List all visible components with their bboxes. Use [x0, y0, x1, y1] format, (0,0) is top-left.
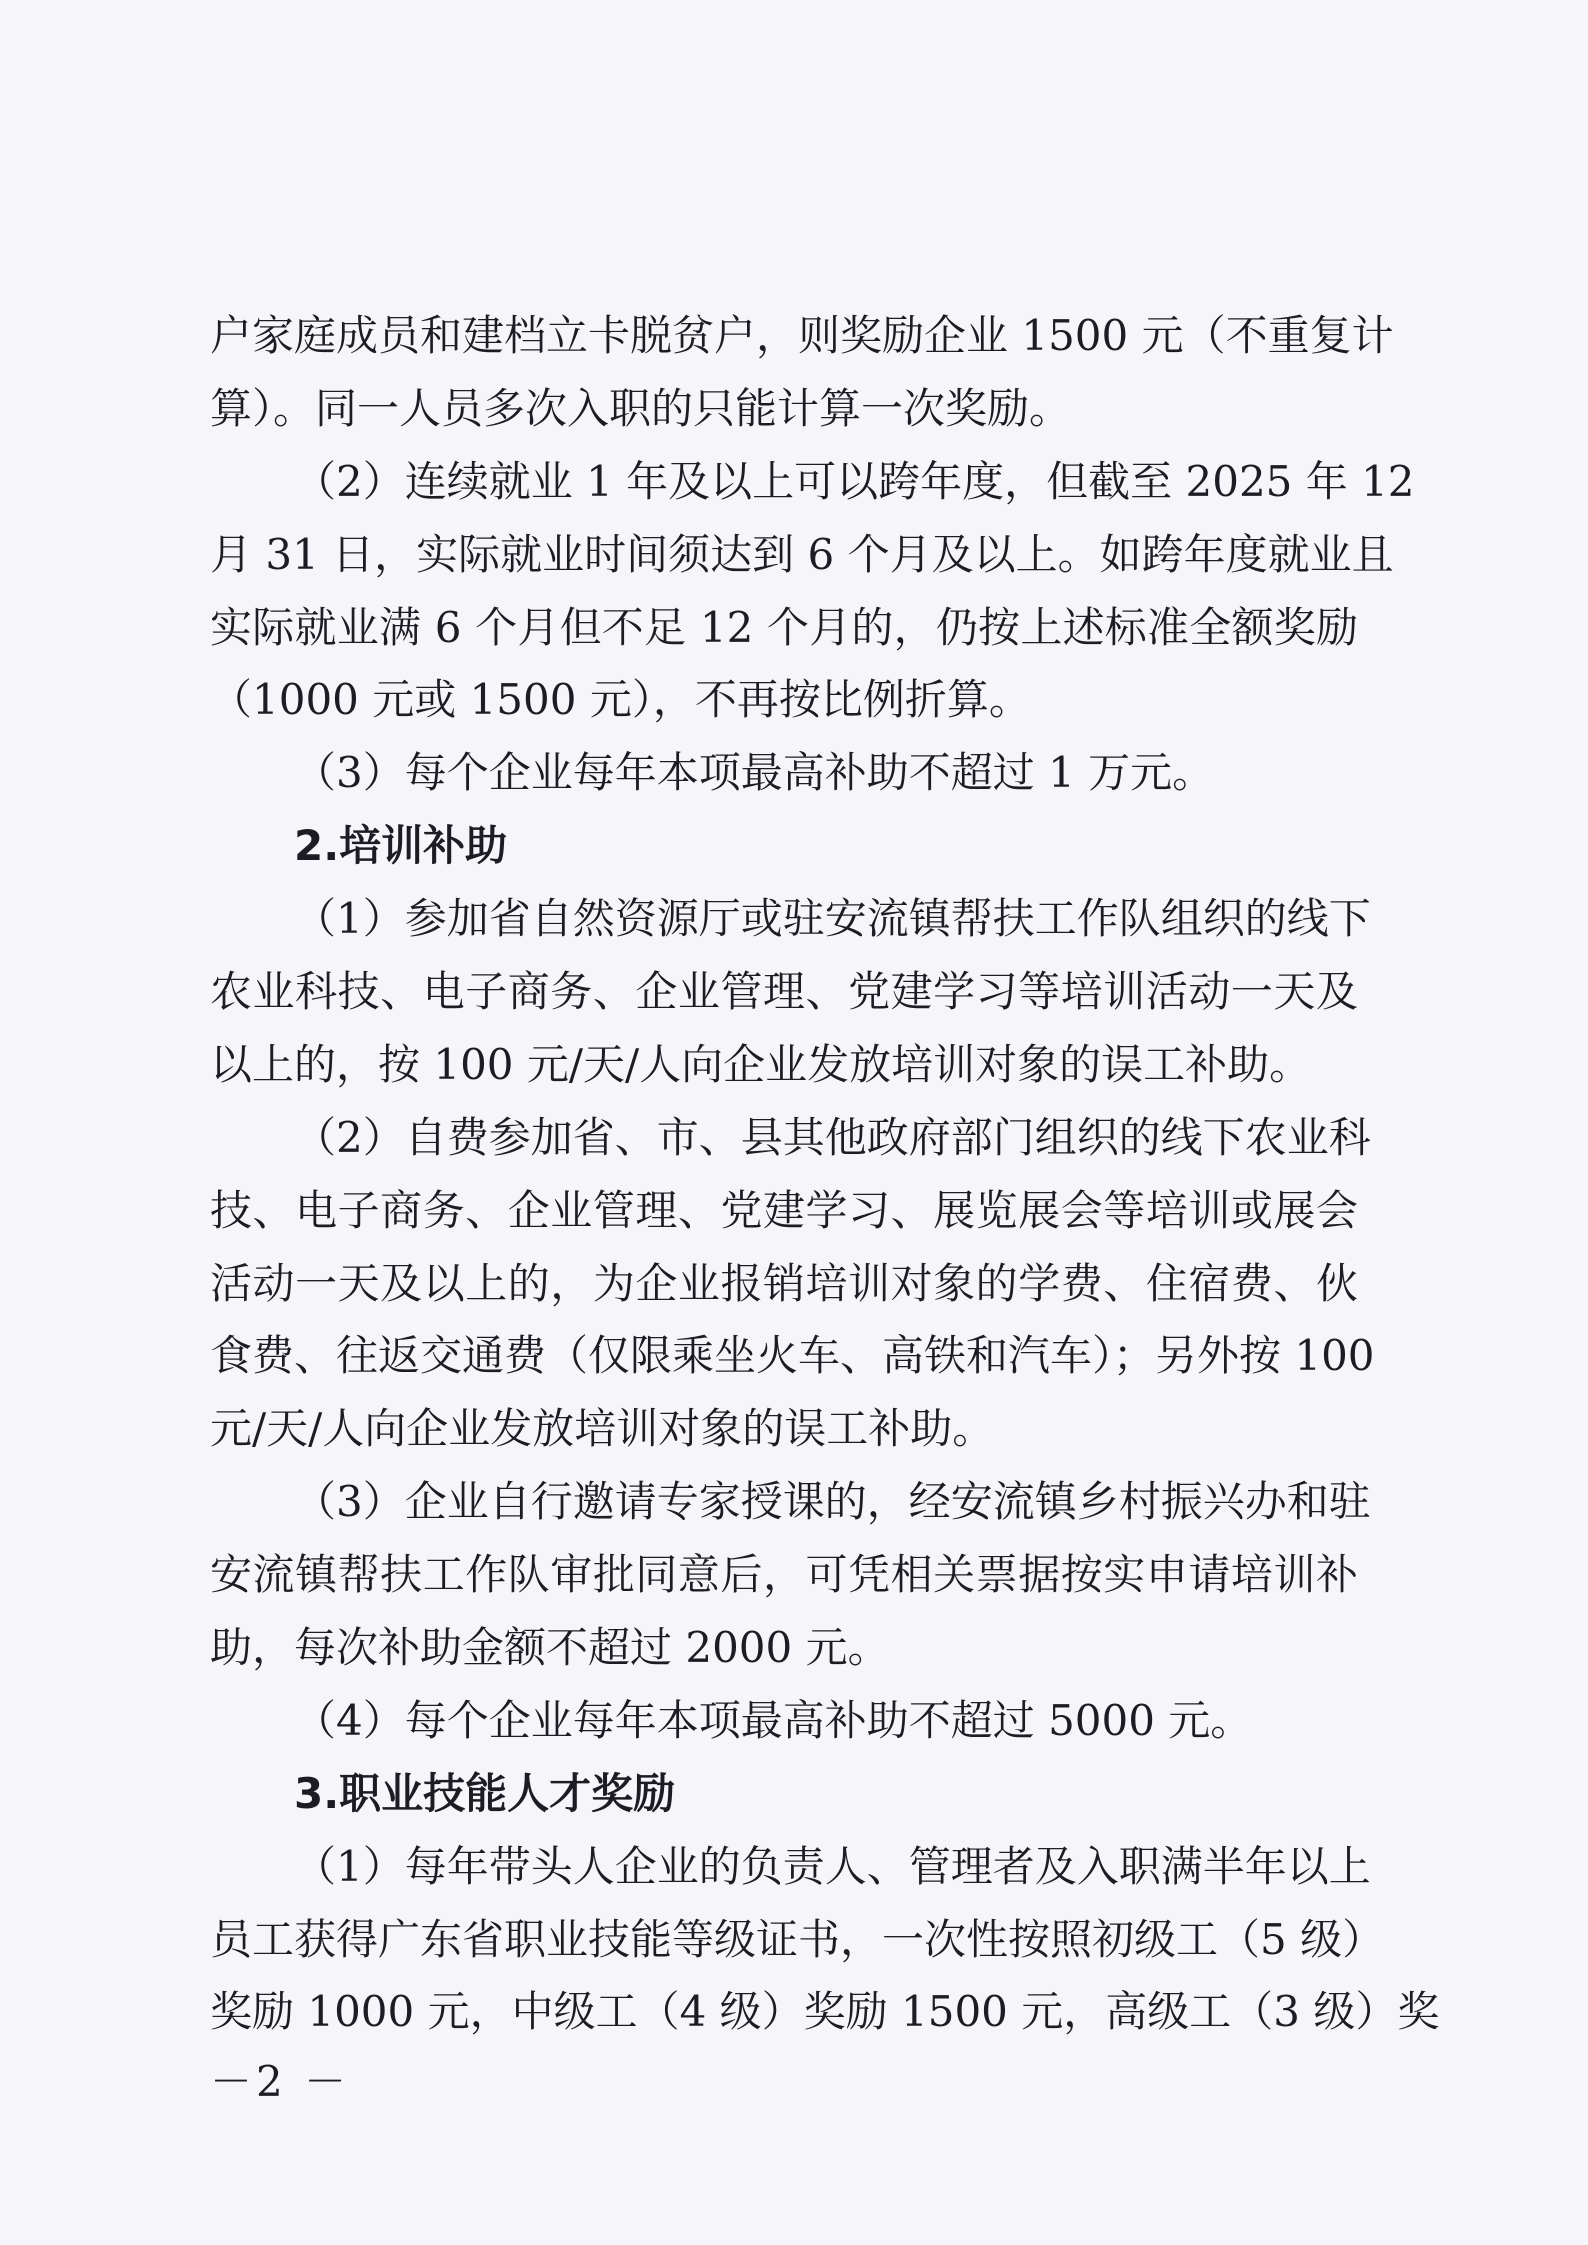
paragraph-line: 助，每次补助金额不超过 2000 元。	[210, 1623, 890, 1673]
paragraph-line: 技、电子商务、企业管理、党建学习、展览展会等培训或展会	[210, 1185, 1358, 1235]
paragraph-line: 员工获得广东省职业技能等级证书，一次性按照初级工（5 级）	[210, 1914, 1385, 1964]
paragraph-line: （1）每年带头人企业的负责人、管理者及入职满半年以上	[294, 1841, 1371, 1891]
body-text	[210, 300, 1440, 2049]
paragraph-line: 食费、往返交通费（仅限乘坐火车、高铁和汽车）；另外按 100	[210, 1331, 1375, 1381]
paragraph-line: 实际就业满 6 个月但不足 12 个月的，仍按上述标准全额奖励	[210, 602, 1358, 652]
paragraph-line: （2）连续就业 1 年及以上可以跨年度，但截至 2025 年 12	[294, 456, 1415, 506]
paragraph-line: 农业科技、电子商务、企业管理、党建学习等培训活动一天及	[210, 967, 1358, 1017]
paragraph-line: 安流镇帮扶工作队审批同意后，可凭相关票据按实申请培训补	[210, 1550, 1358, 1600]
paragraph-line: 月 31 日，实际就业时间须达到 6 个月及以上。如跨年度就业且	[210, 529, 1394, 579]
paragraph-line: 元/天/人向企业发放培训对象的误工补助。	[210, 1404, 995, 1454]
paragraph-line: （4）每个企业每年本项最高补助不超过 5000 元。	[294, 1695, 1253, 1745]
paragraph-line: （3）每个企业每年本项最高补助不超过 1 万元。	[294, 748, 1215, 798]
paragraph-line: 算）。同一人员多次入职的只能计算一次奖励。	[210, 383, 1072, 433]
paragraph-line: 奖励 1000 元，中级工（4 级）奖励 1500 元，高级工（3 级）奖	[210, 1987, 1440, 2037]
section-heading: 2.培训补助	[294, 821, 508, 871]
paragraph-line: 户家庭成员和建档立卡脱贫户，则奖励企业 1500 元（不重复计	[210, 311, 1394, 360]
paragraph-line: （1）参加省自然资源厅或驻安流镇帮扶工作队组织的线下	[294, 894, 1371, 944]
page-number: －2 －	[210, 2057, 351, 2106]
paragraph-line: （1000 元或 1500 元），不再按比例折算。	[210, 675, 1031, 725]
section-heading: 3.职业技能人才奖励	[294, 1768, 676, 1818]
paragraph-line: 以上的，按 100 元/天/人向企业发放培训对象的误工补助。	[210, 1039, 1312, 1089]
paragraph-line: （2）自费参加省、市、县其他政府部门组织的线下农业科	[294, 1112, 1371, 1162]
paragraph-line: （3）企业自行邀请专家授课的，经安流镇乡村振兴办和驻	[294, 1477, 1371, 1527]
paragraph-line: 活动一天及以上的，为企业报销培训对象的学费、住宿费、伙	[210, 1258, 1358, 1308]
